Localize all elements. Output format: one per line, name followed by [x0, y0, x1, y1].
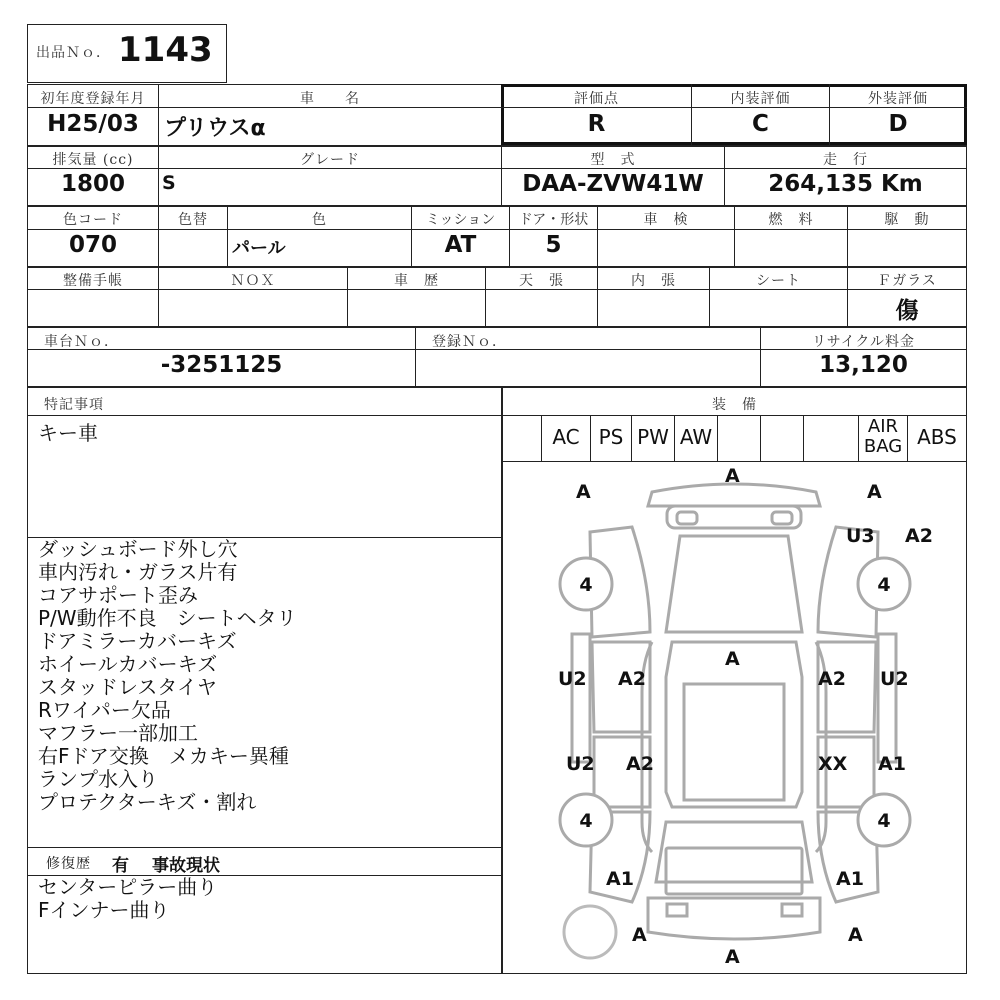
mission-value: AT [444, 232, 477, 258]
list-item: P/W動作不良 シートヘタリ [38, 606, 297, 630]
remarks-label: 特記事項 [44, 397, 104, 413]
list-item: 車内汚れ・ガラス片有 [38, 560, 238, 584]
list-item: ホイールカバーキズ [38, 652, 218, 676]
damage-mark: A1 [606, 868, 634, 890]
recycle-value: 13,120 [819, 352, 908, 378]
model-value: DAA-ZVW41W [522, 171, 704, 197]
history-label: 車 歴 [394, 273, 439, 289]
list-item: プロテクターキズ・割れ [38, 790, 257, 814]
remarks-top: キー車 [38, 421, 98, 445]
equip-abs: ABS [917, 425, 957, 449]
damage-mark: U2 [566, 753, 595, 775]
color-label: 色 [312, 212, 327, 228]
score-label: 評価点 [574, 91, 619, 107]
displacement-value: 1800 [60, 171, 125, 197]
car-name-value: プリウスα [164, 116, 266, 141]
mileage-value: 264,135 Km [768, 171, 923, 197]
damage-mark: A [725, 465, 740, 487]
equip-aw: AW [679, 425, 713, 449]
damage-mark: A [848, 924, 863, 946]
grade-value: S [162, 172, 176, 194]
damage-mark: XX [818, 753, 848, 775]
damage-mark: A2 [626, 753, 654, 775]
nox-label: ＮＯＸ [230, 273, 276, 289]
tire-fr: 4 [877, 574, 891, 596]
damage-mark: A [725, 648, 740, 670]
car-diagram [502, 462, 967, 974]
equipment-label: 装 備 [712, 397, 757, 413]
fuel-label: 燃 料 [768, 212, 814, 228]
car-name-label: 車 名 [300, 91, 360, 107]
model-label: 型 式 [590, 152, 636, 168]
tire-rl: 4 [579, 810, 593, 832]
repair-value: 有 [112, 856, 129, 876]
manual-label: 整備手帳 [63, 273, 123, 289]
damage-mark: U3 [846, 525, 875, 547]
damage-mark: A [725, 946, 740, 968]
list-item: ダッシュボード外し穴 [38, 537, 238, 561]
repair-item: センターピラー曲り [38, 875, 218, 899]
list-item: ランプ水入り [38, 767, 158, 791]
registration-label: 登録Ｎｏ． [432, 334, 507, 350]
list-item: スタッドレスタイヤ [38, 675, 217, 699]
lot-number: 1143 [118, 30, 213, 70]
color-change-label: 色替 [178, 212, 208, 228]
recycle-label: リサイクル料金 [811, 334, 916, 350]
lot-label: 出品Ｎｏ． [36, 45, 111, 61]
tire-rr: 4 [877, 810, 891, 832]
list-item: 右Fドア交換 メカキー異種 [38, 744, 289, 768]
reg-year-label: 初年度登録年月 [40, 91, 146, 107]
exterior-value: D [888, 111, 908, 137]
equip-airbag: AIR BAG [863, 416, 903, 457]
equip-ac: AC [552, 425, 580, 449]
list-item: ドアミラーカバーキズ [38, 629, 237, 653]
damage-mark: A [632, 924, 647, 946]
remarks-list [38, 538, 297, 814]
color-code-label: 色コード [63, 212, 123, 228]
inspection-label: 車 検 [643, 212, 689, 228]
fglass-label: Ｆガラス [877, 273, 937, 289]
damage-mark: A1 [836, 868, 864, 890]
score-value: R [587, 111, 606, 137]
color-value: パール [232, 238, 286, 259]
damage-mark: A2 [618, 668, 646, 690]
chassis-value: -3251125 [160, 352, 283, 378]
seat-label: シート [756, 273, 801, 289]
drive-label: 駆 動 [884, 212, 930, 228]
sunroof-label: 天 張 [519, 273, 564, 289]
interior-roof-label: 内 張 [631, 273, 676, 289]
damage-mark: A [867, 481, 882, 503]
door-label: ドア・形状 [518, 212, 589, 228]
exterior-label: 外装評価 [868, 91, 928, 107]
damage-mark: A [576, 481, 591, 503]
chassis-label: 車台Ｎｏ． [44, 334, 119, 350]
repair-item: Fインナー曲り [38, 898, 170, 922]
damage-mark: A2 [818, 668, 846, 690]
displacement-label: 排気量 (cc) [52, 152, 134, 168]
list-item: Rワイパー欠品 [38, 698, 171, 722]
color-code-value: 070 [68, 232, 117, 258]
fglass-value: 傷 [895, 297, 919, 324]
grade-label: グレード [300, 152, 360, 168]
repair-label: 修復歴 [46, 856, 91, 872]
repair-status: 事故現状 [152, 856, 220, 876]
door-value: 5 [545, 232, 562, 258]
equip-pw: PW [637, 425, 669, 449]
mission-label: ミッション [425, 212, 496, 228]
interior-label: 内装評価 [730, 91, 791, 107]
equip-ps: PS [598, 425, 624, 449]
tire-fl: 4 [579, 574, 593, 596]
list-item: マフラー一部加工 [38, 721, 198, 745]
mileage-label: 走 行 [823, 152, 868, 168]
damage-mark: A2 [905, 525, 933, 547]
reg-year-value: H25/03 [47, 111, 139, 137]
damage-mark: U2 [558, 668, 587, 690]
interior-value: C [752, 111, 769, 137]
damage-mark: U2 [880, 668, 909, 690]
list-item: コアサポート歪み [38, 583, 198, 607]
damage-mark: A1 [878, 753, 906, 775]
